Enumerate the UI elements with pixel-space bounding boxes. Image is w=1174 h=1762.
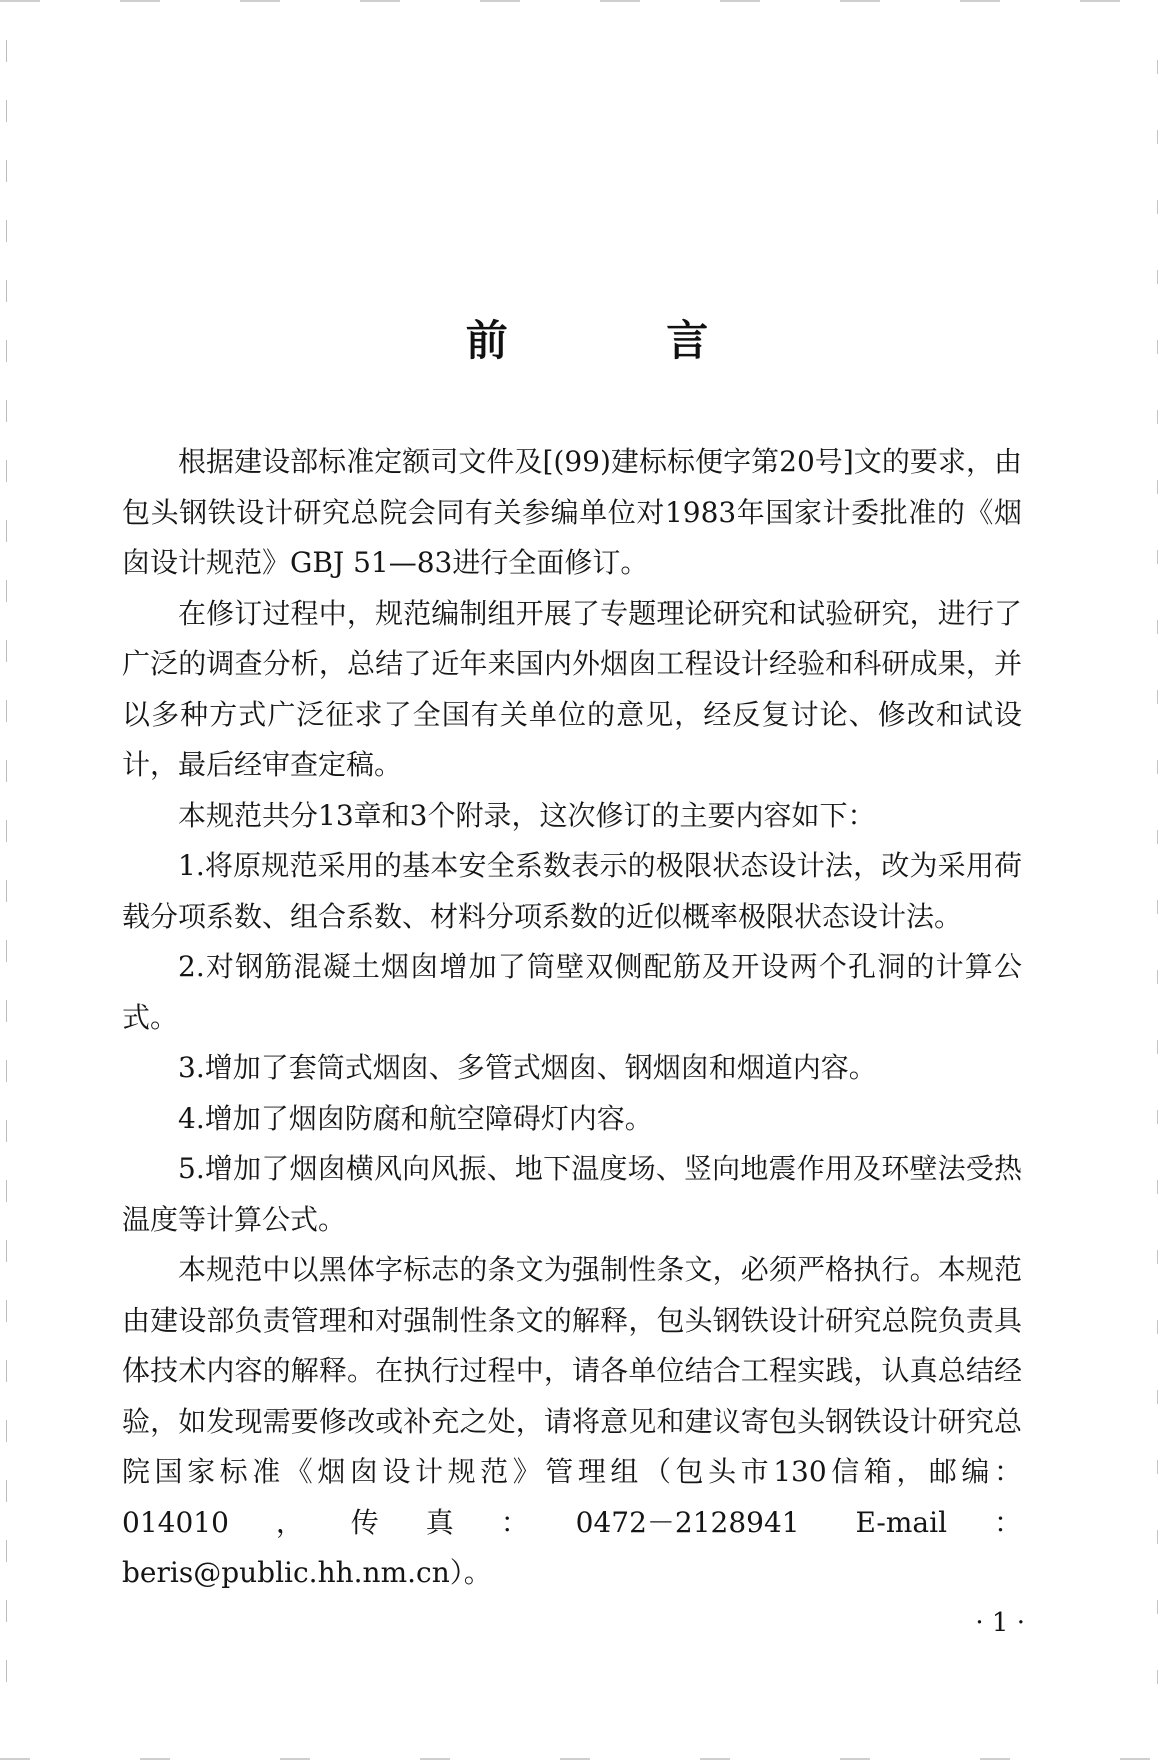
paragraph-item-4: 4.增加了烟囱防腐和航空障碍灯内容。 — [178, 1101, 653, 1135]
page-number: · 1 · — [975, 1608, 1025, 1638]
scan-edge-right — [1157, 60, 1158, 1700]
paragraph-item-1: 1.将原规范采用的基本安全系数表示的极限状态设计法，改为采用荷载分项系数、组合系数、材料分项系数的近似概率极限状态设计法。 — [122, 849, 1022, 933]
paragraph-item-2: 2.对钢筋混凝土烟囱增加了筒壁双侧配筋及开设两个孔洞的计算公式。 — [122, 950, 1022, 1034]
scan-edge-bottom — [0, 1758, 1174, 1760]
paragraph-process: 在修订过程中，规范编制组开展了专题理论研究和试验研究，进行了广泛的调查分析，总结了近年来国内外烟囱工程设计经验和科研成果，并以多种方式广泛征求了全国有关单位的意见，经反复讨论、修改和试设计，最后经审查定稿。 — [122, 596, 1022, 781]
paragraph-summary: 本规范共分13章和3个附录，这次修订的主要内容如下： — [178, 798, 876, 832]
paragraph-intro: 根据建设部标准定额司文件及[(99)建标标便字第20号]文的要求，由包头钢铁设计研究总院会同有关参编单位对1983年国家计委批准的《烟囱设计规范》GBJ 51—83进行全面修订。 — [122, 445, 1022, 579]
body-text — [122, 437, 1022, 1599]
paragraph-item-5: 5.增加了烟囱横风向风振、地下温度场、竖向地震作用及环壁法受热温度等计算公式。 — [122, 1152, 1022, 1236]
paragraph-item-3: 3.增加了套筒式烟囱、多管式烟囱、钢烟囱和烟道内容。 — [178, 1051, 877, 1084]
paragraph-closing: 本规范中以黑体字标志的条文为强制性条文，必须严格执行。本规范由建设部负责管理和对强制性条文的解释，包头钢铁设计研究总院负责具体技术内容的解释。在执行过程中，请各单位结合工程实践，认真总结经验，如发现需要修改或补充之处，请将意见和建议寄包头钢铁设计研究总院国家标准《烟囱设计规范》管理组（包头市130信箱，邮编：014010，传真：0472－2128941 E-mail：beris@public.hh.nm.cn）。 — [122, 1253, 1022, 1589]
scan-edge-left — [6, 40, 7, 1720]
page-title: 前 言 — [465, 316, 781, 366]
scan-edge-top — [0, 0, 1174, 2]
